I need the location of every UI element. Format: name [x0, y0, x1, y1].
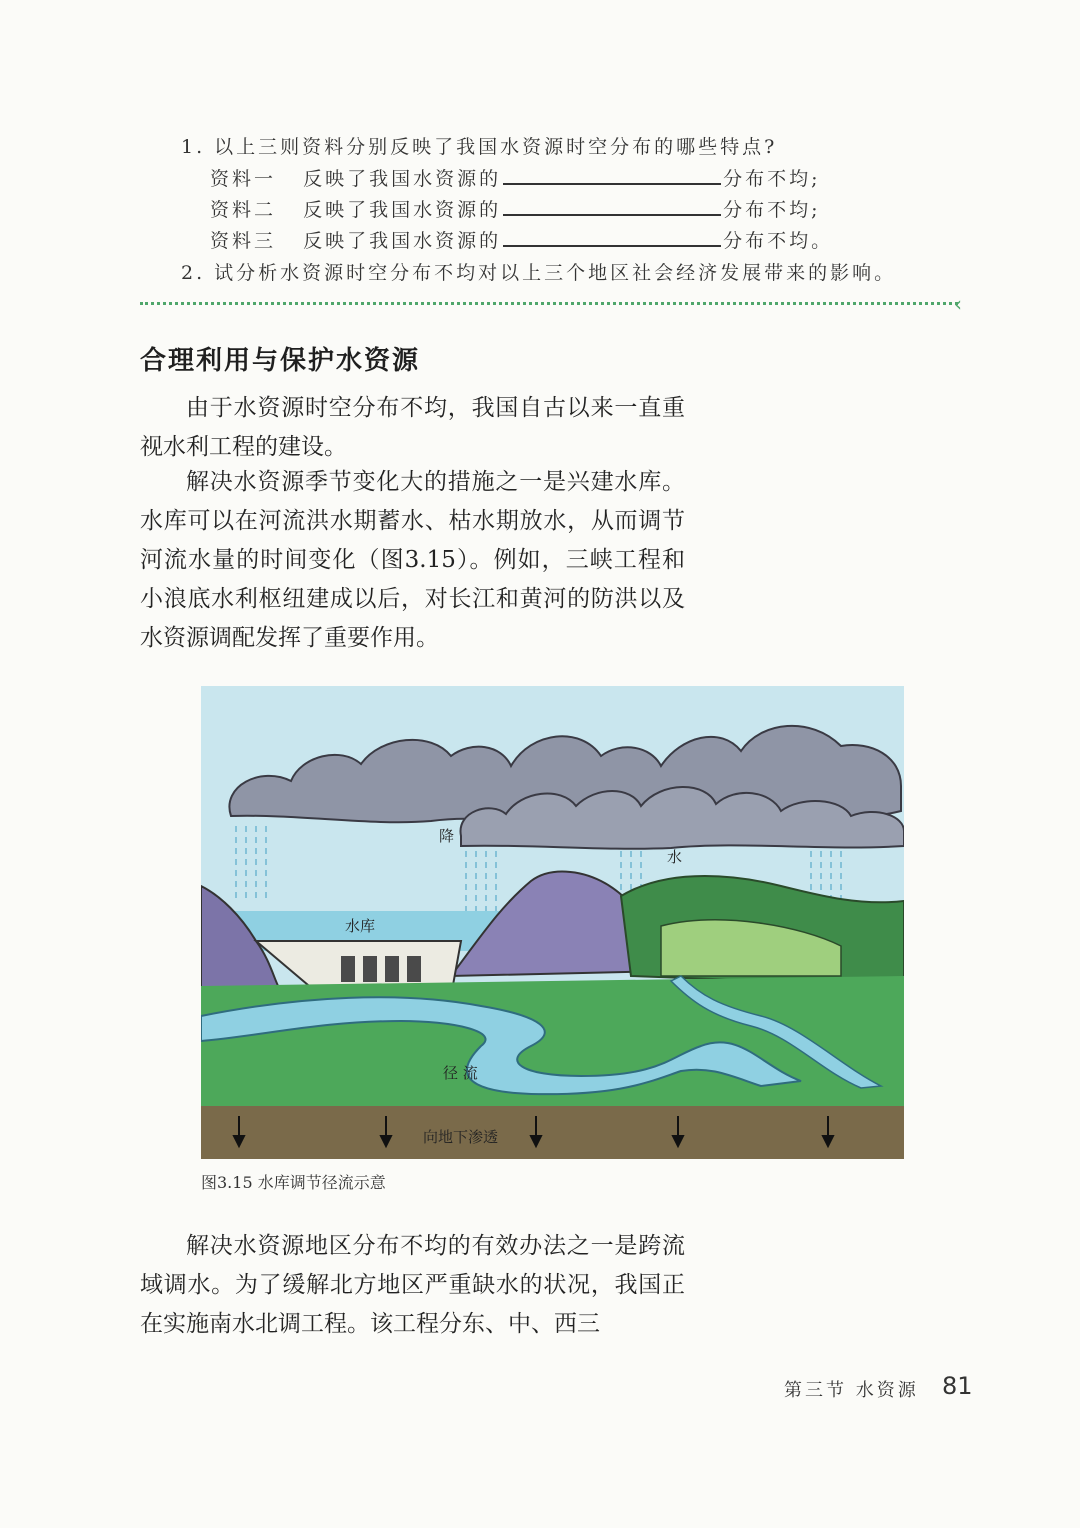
- row-suffix: 分布不均;: [723, 168, 821, 190]
- question-row-3: [210, 226, 833, 253]
- paragraph-3: [140, 1227, 685, 1344]
- label-reservoir: 水库: [345, 917, 376, 935]
- section-heading: 合理利用与保护水资源: [140, 346, 421, 376]
- label-infiltration: 向地下渗透: [423, 1128, 499, 1146]
- question-row-2: [210, 195, 821, 222]
- row-text: 反映了我国水资源的: [303, 199, 502, 221]
- chevron-left-icon: ‹: [954, 292, 962, 316]
- label-runoff: 径 流: [443, 1064, 478, 1082]
- question-row-1: [210, 164, 821, 191]
- row-text: 反映了我国水资源的: [303, 168, 502, 190]
- row-label: 资料二: [210, 199, 277, 221]
- figure-caption: 图3.15 水库调节径流示意: [201, 1173, 386, 1192]
- paragraph-1: [140, 389, 685, 467]
- answer-blank[interactable]: [503, 196, 721, 216]
- page-number: 81: [942, 1372, 973, 1400]
- paragraph-1-text: 由于水资源时空分布不均，我国自古以来一直重视水利工程的建设。: [140, 395, 685, 460]
- label-precip-2: 水: [667, 848, 683, 866]
- answer-blank[interactable]: [503, 227, 721, 247]
- footer-section-title: 第三节 水资源: [784, 1380, 919, 1401]
- answer-blank[interactable]: [503, 165, 721, 185]
- label-precip-1: 降: [439, 827, 455, 845]
- soil-layer: [201, 1106, 904, 1159]
- paragraph-3-text: 解决水资源地区分布不均的有效办法之一是跨流域调水。为了缓解北方地区严重缺水的状况，我国正在实施南水北调工程。该工程分东、中、西三: [140, 1233, 685, 1337]
- figure-reservoir-diagram: [201, 686, 904, 1159]
- paragraph-2: [140, 463, 685, 658]
- row-label: 资料三: [210, 230, 277, 252]
- paragraph-2-text: 解决水资源季节变化大的措施之一是兴建水库。水库可以在河流洪水期蓄水、枯水期放水，从而调节河流水量的时间变化（图3.15）。例如，三峡工程和小浪底水利枢纽建成以后，对长江和黄河的防洪以及水资源调配发挥了重要作用。: [140, 469, 685, 651]
- row-suffix: 分布不均;: [723, 199, 821, 221]
- row-text: 反映了我国水资源的: [303, 230, 502, 252]
- row-suffix: 分布不均。: [723, 230, 834, 252]
- row-label: 资料一: [210, 168, 277, 190]
- question-2: 2. 试分析水资源时空分布不均对以上三个地区社会经济发展带来的影响。: [181, 262, 897, 284]
- reservoir-illustration: [201, 686, 904, 1159]
- question-1: 1. 以上三则资料分别反映了我国水资源时空分布的哪些特点?: [181, 136, 778, 158]
- dotted-divider: [140, 302, 958, 305]
